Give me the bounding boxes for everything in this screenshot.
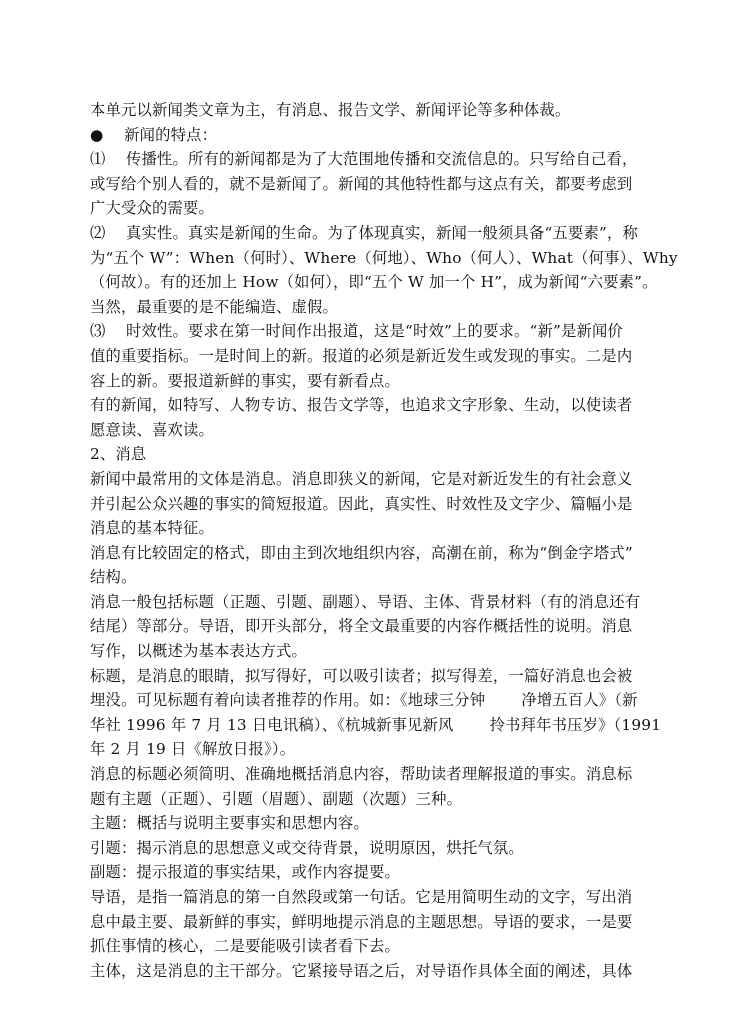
text-line: 主题：概括与说明主要事实和思想内容。 bbox=[90, 814, 369, 833]
text-line: 容上的新。要报道新鲜的事实，要有新看点。 bbox=[90, 371, 400, 390]
text-line: 主体，这是消息的主干部分。它紧接导语之后，对导语作具体全面的阐述，具体 bbox=[90, 961, 633, 980]
text-line: ⑶ 时效性。要求在第一时间作出报道，这是“时效”上的要求。“新”是新闻价 bbox=[90, 322, 624, 341]
text-line: ⑵ 真实性。真实是新闻的生命。为了体现真实，新闻一般须具备“五要素”，称 bbox=[90, 223, 638, 242]
text-line: （何故）。有的还加上 How（如何），即“五个 W 加一个 H”，成为新闻“六要素”。 bbox=[90, 273, 658, 292]
document-body bbox=[90, 98, 678, 983]
text-line: 为“五个 W”：When（何时）、Where（何地）、Who（何人）、What（何事）、Why bbox=[90, 248, 678, 267]
text-line: 结构。 bbox=[90, 568, 137, 587]
text-line: 息中最主要、最新鲜的事实，鲜明地提示消息的主题思想。导语的要求，一是要 bbox=[90, 912, 633, 931]
text-line: 华社 1996 年 7 月 13 日电讯稿）、《杭城新事见新风 拎书拜年书压岁》（1991 bbox=[90, 715, 662, 734]
text-line: 新闻中最常用的文体是消息。消息即狭义的新闻，它是对新近发生的有社会意义 bbox=[90, 469, 633, 488]
text-line: 消息一般包括标题（正题、引题、副题）、导语、主体、背景材料（有的消息还有 bbox=[90, 592, 641, 611]
text-line: 副题：提示报道的事实结果，或作内容提要。 bbox=[90, 863, 400, 882]
bullet-heading: ● 新闻的特点： bbox=[90, 125, 218, 144]
text-line: 抓住事情的核心，二是要能吸引读者看下去。 bbox=[90, 937, 400, 956]
text-line: 引题：揭示消息的思想意义或交待背景，说明原因，烘托气氛。 bbox=[90, 838, 524, 857]
text-line: 写作，以概述为基本表达方式。 bbox=[90, 642, 307, 661]
text-line: 消息有比较固定的格式，即由主到次地组织内容，高潮在前，称为“倒金字塔式” bbox=[90, 543, 633, 562]
text-line: 结尾）等部分。导语，即开头部分，将全文最重要的内容作概括性的说明。消息 bbox=[90, 617, 633, 636]
text-line: 本单元以新闻类文章为主，有消息、报告文学、新闻评论等多种体裁。 bbox=[90, 101, 571, 119]
text-line: 广大受众的需要。 bbox=[90, 199, 214, 218]
text-line: 值的重要指标。一是时间上的新。报道的必须是新近发生或发现的事实。二是内 bbox=[90, 346, 633, 365]
text-line: ⑴ 传播性。所有的新闻都是为了大范围地传播和交流信息的。只写给自己看， bbox=[90, 150, 638, 169]
text-line: 消息的基本特征。 bbox=[90, 519, 214, 538]
text-line: 当然，最重要的是不能编造、虚假。 bbox=[90, 297, 338, 316]
text-line: 或写给个别人看的，就不是新闻了。新闻的其他特性都与这点有关，都要考虑到 bbox=[90, 174, 633, 193]
section-heading: 2、消息 bbox=[90, 445, 147, 464]
text-line: 题有主题（正题）、引题（眉题）、副题（次题）三种。 bbox=[90, 789, 463, 808]
text-line: 年 2 月 19 日《解放日报》）。 bbox=[90, 740, 296, 759]
text-line: 埋没。可见标题有着向读者推荐的作用。如：《地球三分钟 净增五百人》（新 bbox=[90, 691, 638, 710]
text-line: 标题，是消息的眼睛，拟写得好，可以吸引读者；拟写得差，一篇好消息也会被 bbox=[90, 666, 633, 685]
text-line: 并引起公众兴趣的事实的简短报道。因此，真实性、时效性及文字少、篇幅小是 bbox=[90, 494, 633, 513]
text-line: 有的新闻，如特写、人物专访、报告文学等，也追求文字形象、生动，以使读者 bbox=[90, 396, 633, 415]
text-line: 导语，是指一篇消息的第一自然段或第一句话。它是用简明生动的文字，写出消 bbox=[90, 888, 633, 906]
text-line: 愿意读、喜欢读。 bbox=[90, 420, 214, 439]
text-line: 消息的标题必须简明、准确地概括消息内容，帮助读者理解报道的事实。消息标 bbox=[90, 765, 633, 784]
